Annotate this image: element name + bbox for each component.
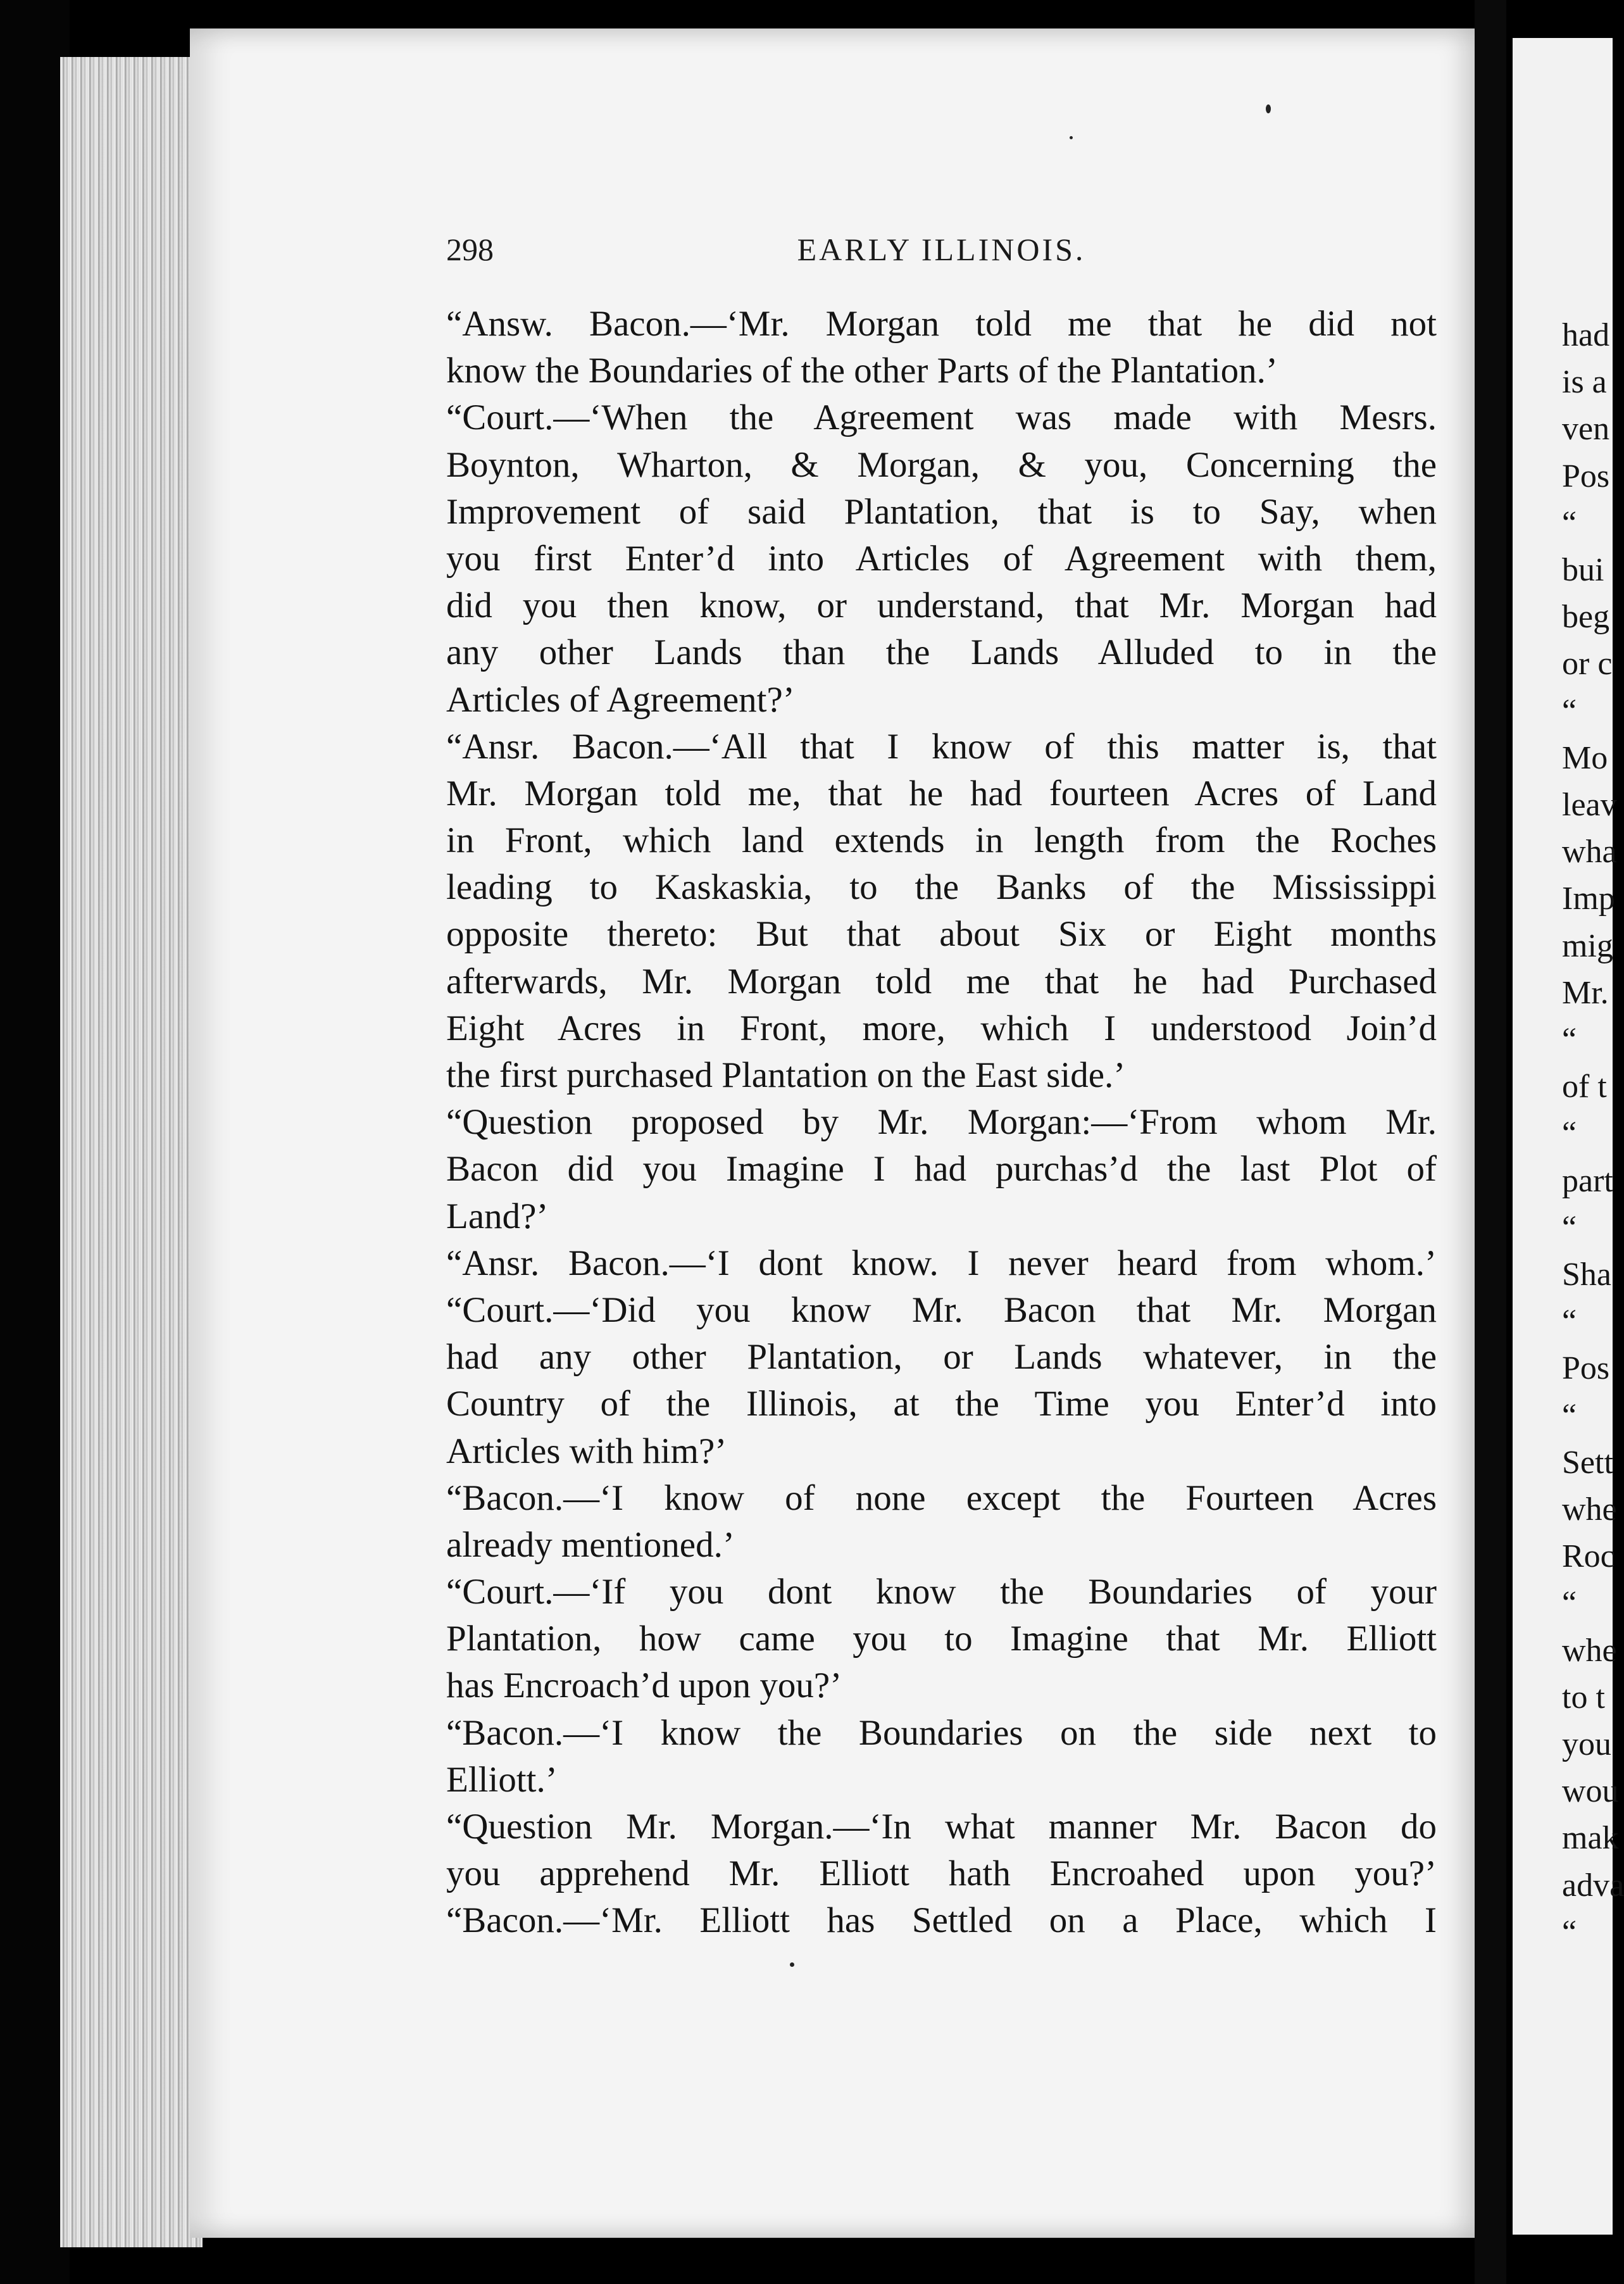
text-line: already mentioned.’: [446, 1524, 735, 1565]
text-line: leading to Kaskaskia, to the Banks of the Mississippi: [446, 867, 1437, 908]
text-line: know the Boundaries of the other Parts of the Plantation.’: [446, 351, 1278, 391]
text-line: in Front, which land extends in length from the Roches: [446, 820, 1437, 861]
facing-page-text: “: [1562, 1115, 1577, 1152]
text-line: “Ansr. Bacon.—‘All that I know of this matter is, that: [446, 726, 1437, 767]
page-number: 298: [446, 232, 494, 267]
page-header: [446, 231, 1437, 275]
facing-page-text: adva: [1562, 1867, 1624, 1904]
facing-page-text: Imp: [1562, 881, 1615, 917]
text-line: did you then know, or understand, that Mr. Morgan had: [446, 586, 1437, 626]
facing-page-text: “: [1562, 693, 1577, 729]
facing-page-text: bui: [1562, 552, 1604, 588]
facing-page-text: Pos: [1562, 458, 1610, 494]
facing-page-text: mig: [1562, 927, 1613, 964]
text-line: opposite thereto: But that about Six or Eight months: [446, 914, 1437, 955]
text-line: “Bacon.—‘Mr. Elliott has Settled on a Place, which I: [446, 1900, 1437, 1941]
scan-speck: [1266, 104, 1271, 113]
text-line: Boynton, Wharton, & Morgan, & you, Concerning the: [446, 444, 1437, 485]
text-line: Mr. Morgan told me, that he had fourteen Acres of Land: [446, 773, 1437, 813]
facing-page-text: Sett: [1562, 1444, 1613, 1481]
book-page-edges: [60, 57, 203, 2247]
scan-speck: [1070, 136, 1073, 139]
facing-page-text: wha: [1562, 834, 1617, 870]
text-line: Country of the Illinois, at the Time you Enter’d into: [446, 1384, 1437, 1424]
facing-page-text: Sha: [1562, 1257, 1611, 1293]
facing-page-text: of t: [1562, 1069, 1607, 1105]
facing-page-text: “: [1562, 1022, 1577, 1058]
text-line: Bacon did you Imagine I had purchas’d the last Plot of: [446, 1149, 1437, 1189]
text-line: “Answ. Bacon.—‘Mr. Morgan told me that he did not: [446, 304, 1437, 344]
text-line: Land?’: [446, 1196, 549, 1236]
facing-page-text: whe: [1562, 1632, 1617, 1669]
facing-page-fragment: [1513, 38, 1624, 2235]
text-line: any other Lands than the Lands Alluded to in the: [446, 632, 1437, 673]
running-head: EARLY ILLINOIS.: [797, 232, 1086, 267]
text-line: Articles with him?’: [446, 1431, 727, 1471]
text-line: Plantation, how came you to Imagine that Mr. Elliott: [446, 1619, 1437, 1659]
text-line: “Bacon.—‘I know of none except the Fourteen Acres: [446, 1478, 1437, 1518]
scan-background: [0, 0, 70, 2284]
book-gutter: [1475, 0, 1506, 2284]
text-line: “Question proposed by Mr. Morgan:—‘From whom Mr.: [446, 1102, 1437, 1143]
facing-page-text: is a: [1562, 364, 1607, 401]
facing-page-text: “: [1562, 1585, 1577, 1622]
text-line: you apprehend Mr. Elliott hath Encroahed upon you?’: [446, 1854, 1437, 1894]
facing-page-text: wou: [1562, 1773, 1619, 1810]
text-line: Improvement of said Plantation, that is to Say, when: [446, 491, 1437, 532]
facing-page-text: whe: [1562, 1491, 1617, 1528]
facing-page-text: part: [1562, 1162, 1613, 1199]
facing-page-text: Pos: [1562, 1350, 1610, 1387]
text-line: “Court.—‘If you dont know the Boundaries of your: [446, 1572, 1437, 1612]
text-line: “Bacon.—‘I know the Boundaries on the side next to: [446, 1712, 1437, 1753]
facing-page-text: ven: [1562, 411, 1610, 448]
facing-page-text: “: [1562, 505, 1577, 541]
facing-page-text: Roc: [1562, 1538, 1615, 1575]
body-text: [446, 301, 1437, 1945]
text-line: Eight Acres in Front, more, which I understood Join’d: [446, 1008, 1437, 1048]
scan-speck: [790, 1962, 794, 1967]
text-line: has Encroach’d upon you?’: [446, 1666, 842, 1706]
facing-page-text: had: [1562, 317, 1610, 353]
text-line: Articles of Agreement?’: [446, 679, 795, 720]
text-line: “Court.—‘When the Agreement was made with Mesrs.: [446, 398, 1437, 438]
facing-page-text: Mr.: [1562, 974, 1609, 1011]
facing-page-text: “: [1562, 1914, 1577, 1950]
facing-page-text: “: [1562, 1303, 1577, 1340]
text-line: “Question Mr. Morgan.—‘In what manner Mr. Bacon do: [446, 1807, 1437, 1847]
facing-page-text: Mo: [1562, 739, 1608, 776]
text-line: afterwards, Mr. Morgan told me that he had Purchased: [446, 961, 1437, 1001]
facing-page-text: or c: [1562, 646, 1613, 682]
text-line: had any other Plantation, or Lands whatever, in the: [446, 1337, 1437, 1377]
text-line: “Ansr. Bacon.—‘I dont know. I never heard from whom.’: [446, 1243, 1437, 1283]
text-line: the first purchased Plantation on the East side.’: [446, 1055, 1126, 1095]
text-line: Elliott.’: [446, 1759, 558, 1800]
facing-page-text: to t: [1562, 1679, 1605, 1716]
facing-page-text: mak: [1562, 1820, 1619, 1857]
text-line: “Court.—‘Did you know Mr. Bacon that Mr. Morgan: [446, 1289, 1437, 1330]
facing-page-text: beg: [1562, 599, 1610, 636]
facing-page-text: “: [1562, 1397, 1577, 1434]
facing-page-text: leav: [1562, 787, 1617, 823]
facing-page-text: “: [1562, 1209, 1577, 1246]
text-line: you first Enter’d into Articles of Agreement with them,: [446, 538, 1437, 579]
facing-page-text: you: [1562, 1726, 1611, 1762]
